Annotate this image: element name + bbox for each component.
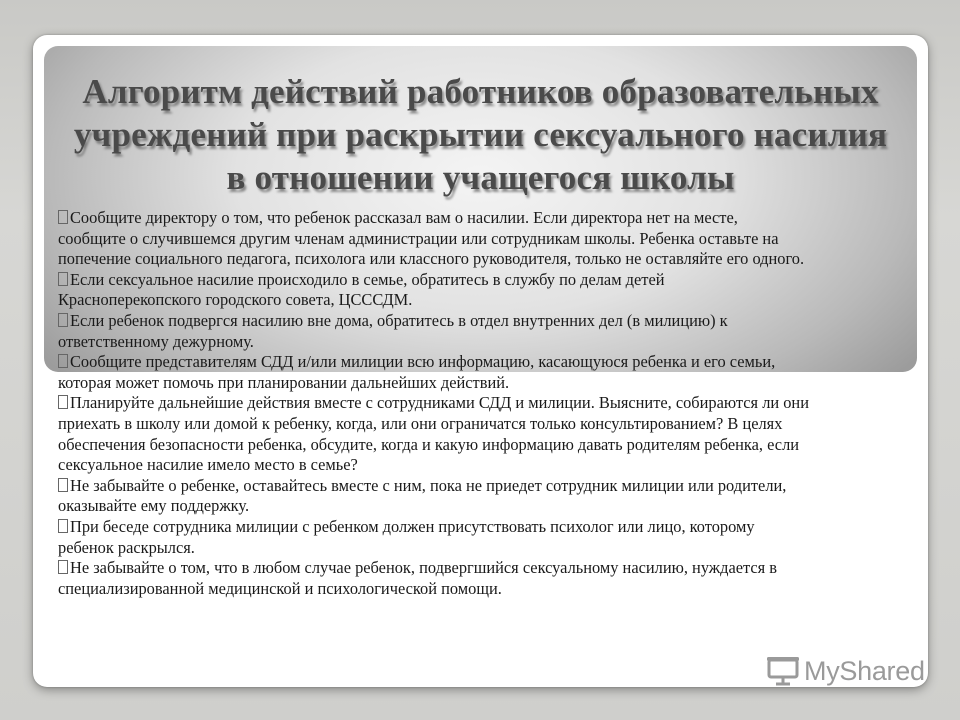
bullet-box-icon bbox=[58, 272, 68, 286]
title-line: Алгоритм действий работников образовательных bbox=[82, 72, 879, 111]
list-item bbox=[58, 558, 918, 599]
title-line: учреждений при раскрытии сексуального насилия bbox=[73, 115, 888, 154]
myshared-watermark[interactable] bbox=[766, 655, 925, 687]
list-item bbox=[58, 352, 918, 393]
item-line: оказывайте ему поддержку. bbox=[58, 496, 250, 516]
bullet-box-icon bbox=[58, 210, 68, 224]
item-line: Сообщите директору о том, что ребенок рассказал вам о насилии. Если директора нет на месте, bbox=[70, 208, 738, 227]
item-line: ребенок раскрылся. bbox=[58, 537, 195, 557]
list-item bbox=[58, 476, 918, 517]
bullet-box-icon bbox=[58, 354, 68, 368]
item-line: попечение социального педагога, психолога или классного руководителя, только не оставляйте его одного. bbox=[58, 249, 805, 269]
bullet-box-icon bbox=[58, 313, 68, 327]
item-line: Планируйте дальнейшие действия вместе с сотрудниками СДД и милиции. Выясните, собираются ли они bbox=[70, 393, 809, 413]
list-item bbox=[58, 311, 918, 352]
list-item bbox=[58, 517, 918, 558]
item-line: сексуальное насилие имело место в семье? bbox=[58, 455, 358, 475]
slide-body bbox=[58, 208, 918, 599]
item-line: Если ребенок подвергся насилию вне дома, обратитесь в отдел внутренних дел (в милицию) к bbox=[70, 310, 728, 330]
watermark-text: MyShared bbox=[804, 655, 925, 686]
item-line: Не забывайте о ребенке, оставайтесь вместе с ним, пока не приедет сотрудник милиции или родители, bbox=[70, 475, 787, 495]
item-line: специализированной медицинской и психологической помощи. bbox=[58, 578, 502, 598]
projector-screen-icon bbox=[766, 656, 800, 686]
item-line: Не забывайте о том, что в любом случае ребенок, подвергшийся сексуальному насилию, нуждается в bbox=[70, 558, 778, 578]
list-item bbox=[58, 270, 918, 311]
bullet-box-icon bbox=[58, 560, 68, 574]
item-line: приехать в школу или домой к ребенку, когда, или они ограничатся только консультированием? В целях bbox=[58, 413, 783, 433]
item-line: Сообщите представителям СДД и/или милиции всю информацию, касающуюся ребенка и его семьи, bbox=[70, 352, 776, 372]
list-item bbox=[58, 393, 918, 475]
item-line: ответственному дежурному. bbox=[58, 331, 254, 351]
bullet-box-icon bbox=[58, 395, 68, 409]
item-line: которая может помочь при планировании дальнейших действий. bbox=[58, 372, 510, 392]
bullet-box-icon bbox=[58, 519, 68, 533]
item-line: обеспечения безопасности ребенка, обсудите, когда и какую информацию давать родителям ребенка, если bbox=[58, 434, 800, 454]
title-line: в отношении учащегося школы bbox=[226, 158, 735, 197]
slide-title bbox=[44, 70, 917, 199]
item-line: При беседе сотрудника милиции с ребенком должен присутствовать психолог или лицо, которому bbox=[70, 516, 755, 536]
item-line: Красноперекопского городского совета, ЦСССДМ. bbox=[58, 290, 413, 310]
bullet-box-icon bbox=[58, 478, 68, 492]
item-line: Если сексуальное насилие происходило в семье, обратитесь в службу по делам детей bbox=[70, 269, 665, 289]
list-item bbox=[58, 208, 918, 270]
item-line: сообщите о случившемся другим членам администрации или сотрудникам школы. Ребенка оставьте на bbox=[58, 228, 779, 248]
